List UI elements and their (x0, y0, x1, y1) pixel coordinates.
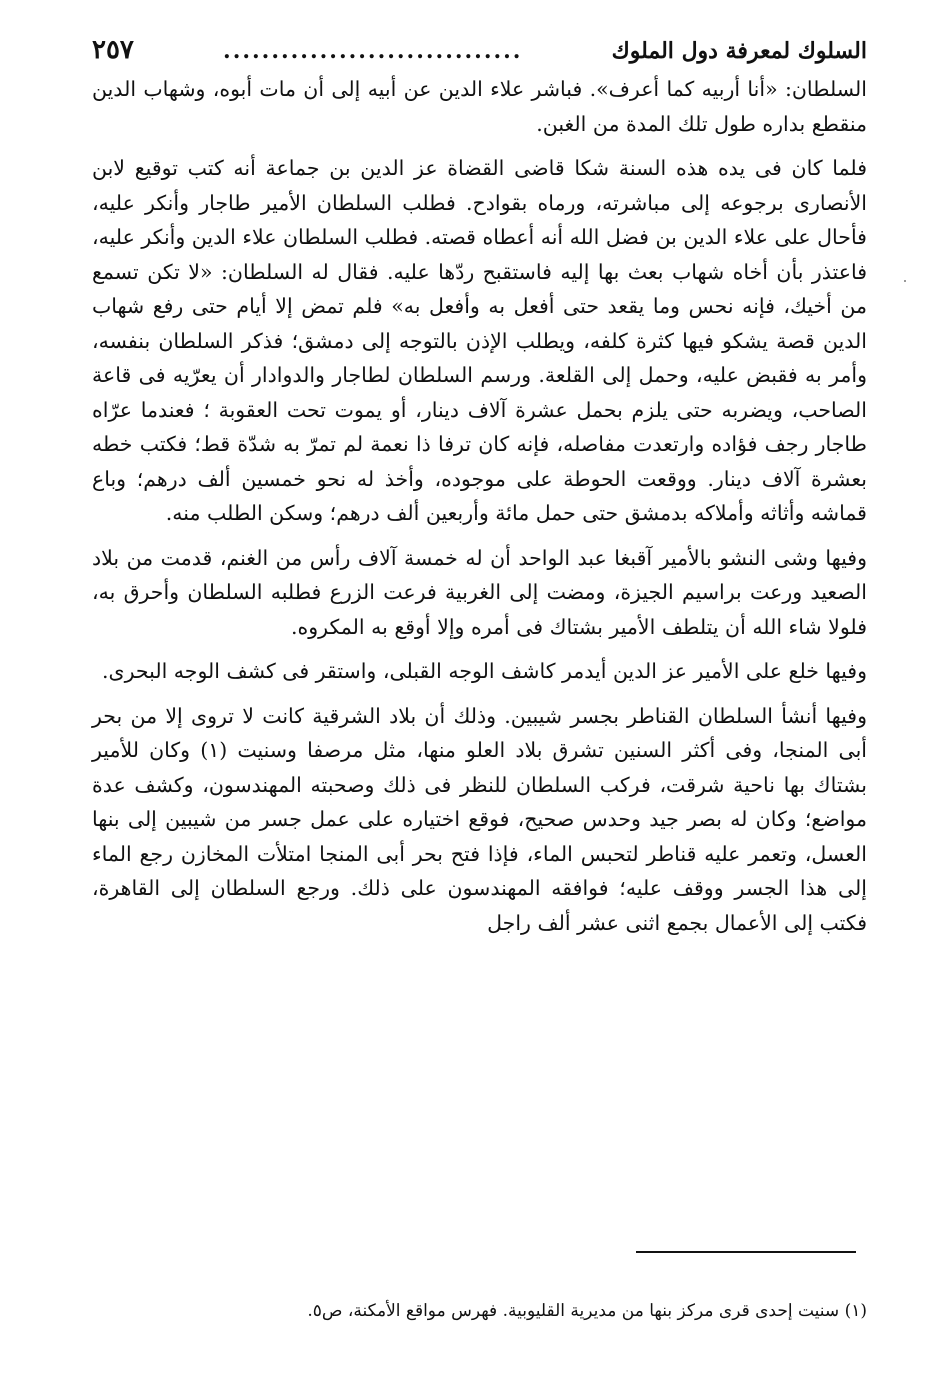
paragraph: السلطان: «أنا أربيه كما أعرف». فباشر علاء الدين عن أبيه إلى أن مات أبوه، وشهاب الدين منقطع بداره طول تلك المدة من الغبن. (92, 77, 867, 136)
paragraph: فلما كان فى يده هذه السنة شكا قاضى القضاة عز الدين بن جماعة أنه كتب توقيع لابن الأنصارى برجوعه إلى مباشرته، ورماه بقوادح. فطلب السلطان الأمير طاجار وأنكر عليه، فأحال على علاء الدين بن فضل الله أنه أعطاه قصته. فطلب السلطان علاء الدين وأنكر عليه، فاعتذر بأن أخاه شهاب بعث بها إليه فاستقبح ردّها عليه. فقال له السلطان: «لا تكن تسمع من أخيك، فإنه نحس وما يقعد حتى أفعل به وأفعل به» فلم تمض إلا أيام حتى رفع شهاب الدين قصة يشكو فيها كثرة كلفه، ويطلب الإذن بالتوجه إلى دمشق؛ فذكر السلطان بنفسه، وأمر به فقبض عليه، وحمل إلى القلعة. ورسم السلطان لطاجار والدوادار أن يعرّيه فى قاعة الصاحب، ويضربه حتى يلزم بحمل عشرة آلاف دينار، أو يموت تحت العقوبة ؛ فعندما عرّاه طاجار رجف فؤاده وارتعدت مفاصله، فإنه كان ترفا ذا نعمة لم تمرّ به شدّة قط؛ فكتب خطه بعشرة آلاف دينار. ووقعت الحوطة على موجوده، وأخذ له نحو خمسين ألف درهم؛ وباع قماشه وأثاثه وأملاكه بدمشق حتى حمل مائة وأربعين ألف درهم؛ وسكن الطلب منه. (92, 156, 867, 525)
page-number: ٢٥٧ (92, 35, 134, 65)
margin-speck (904, 280, 906, 282)
book-title: السلوك لمعرفة دول الملوك (611, 38, 867, 64)
footnote-divider (636, 1251, 856, 1253)
leader-dots: ............................... (223, 38, 523, 64)
paragraph: وفيها خلع على الأمير عز الدين أيدمر كاشف الوجه القبلى، واستقر فى كشف الوجه البحرى. (102, 659, 867, 683)
main-text (92, 72, 867, 940)
book-page (92, 28, 867, 950)
paragraph: وفيها وشى النشو بالأمير آقبغا عبد الواحد أن له خمسة آلاف رأس من الغنم، قدمت من بلاد الصعيد ورعت براسيم الجيزة، ومضت إلى الغربية فرعت الزرع فطلبه السلطان وأحرق به، فلولا شاء الله أن يتلطف الأمير بشتاك فى أمره وإلا أوقع به المكروه. (92, 545, 867, 639)
footnote-text: (١) سنيت إحدى قرى مركز بنها من مديرية القليوبية. فهرس مواقع الأمكنة، ص٥. (307, 1301, 867, 1321)
paragraph: وفيها أنشأ السلطان القناطر بجسر شيبين. وذلك أن بلاد الشرقية كانت لا تروى إلا من بحر أبى المنجا، وفى أكثر السنين تشرق بلاد العلو منها، مثل مرصفا وسنيت (١) وكان للأمير بشتاك بها ناحية شرقت، فركب السلطان للنظر فى ذلك وصحبته المهندسون، وكشف عدة مواضع؛ وكان له بصر جيد وحدس صحيح، فوقع اختياره على عمل جسر من شيبين إلى بنها العسل، وتعمر عليه قناطر لتحبس الماء، فإذا فتح بحر أبى المنجا امتلأت المخازن رجع الماء إلى هذا الجسر ووقف عليه؛ فوافقه المهندسون على ذلك. ورجع السلطان إلى القاهرة، فكتب إلى الأعمال بجمع اثنى عشر ألف راجل (92, 703, 867, 935)
running-header (92, 28, 867, 72)
footnote (92, 1298, 867, 1324)
